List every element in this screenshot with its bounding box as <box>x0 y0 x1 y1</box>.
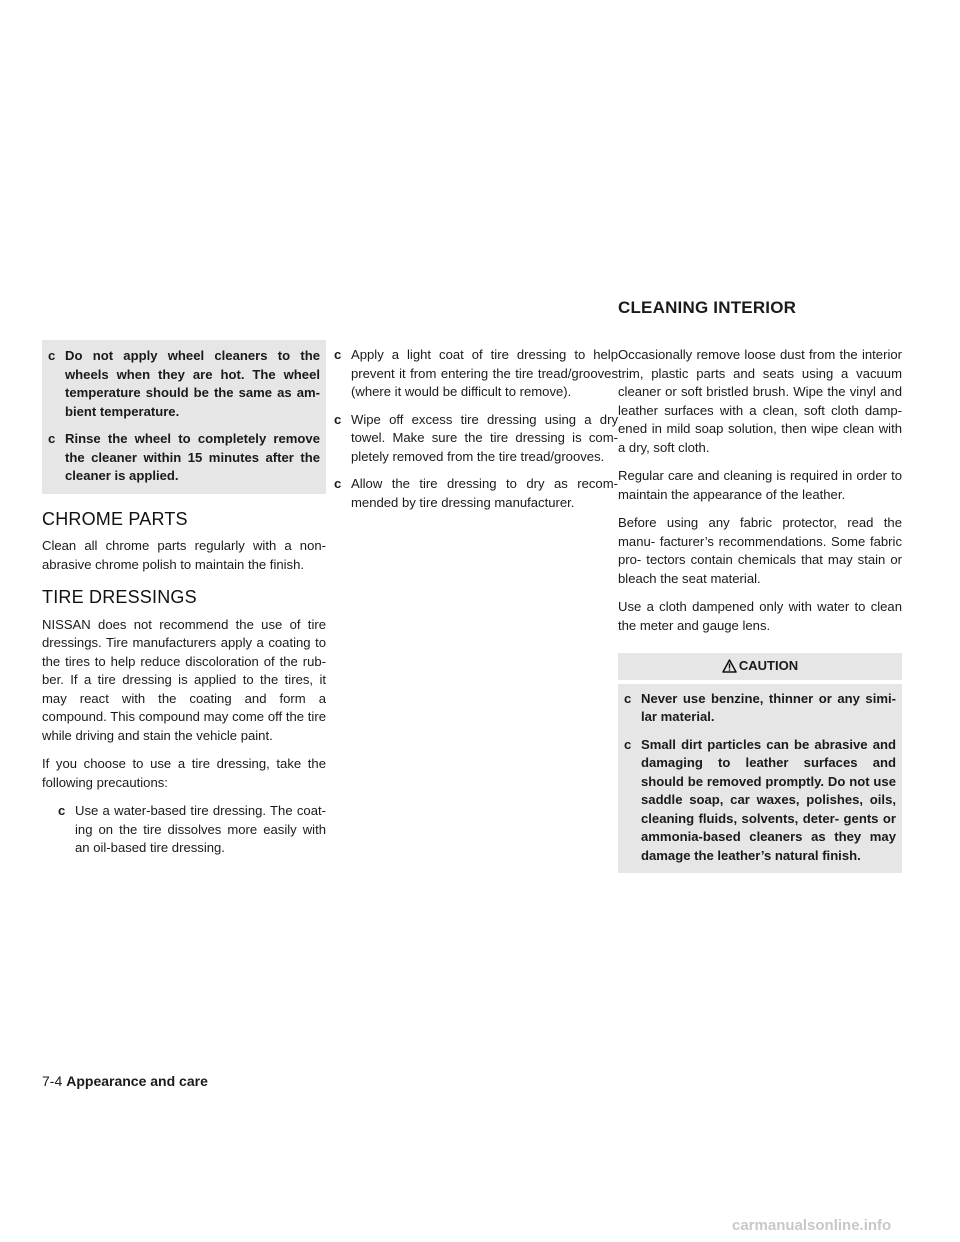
warning-item: c Rinse the wheel to completely remove the cleaner within 15 minutes after the cleaner is applied. <box>48 431 320 483</box>
warning-box <box>42 340 326 494</box>
caution-item: c Small dirt particles can be abrasive and damaging to leather surfaces and should be removed promptly. Do not use saddle soap, car waxes, polishes, oils, cleaning fluids, solvents, deter- gents or ammonia-based cleaners as they may damage the leather’s natural finish. <box>624 736 896 863</box>
chrome-parts-text: Clean all chrome parts regularly with a non- abrasive chrome polish to maintain the finish. <box>42 538 326 572</box>
bullet-icon: c <box>624 690 632 706</box>
watermark: carmanualsonline.info <box>732 1217 892 1234</box>
precaution-item: c Apply a light coat of tire dressing to help prevent it from entering the tire tread/grooves (where it would be difficult to remove). <box>334 347 618 399</box>
precaution-item: c Use a water-based tire dressing. The coat- ing on the tire dissolves more easily with an oil-based tire dressing. <box>58 803 326 855</box>
chapter-title: Appearance and care <box>66 1073 208 1089</box>
caution-label: CAUTION <box>738 658 799 673</box>
caution-box <box>618 684 902 874</box>
bullet-icon: c <box>334 411 342 427</box>
interior-paragraph: Use a cloth dampened only with water to clean the meter and gauge lens. <box>618 599 902 633</box>
column-left <box>42 340 326 858</box>
interior-paragraph: Occasionally remove loose dust from the interior trim, plastic parts and seats using a vacuum cleaner or soft bristled brush. Wipe the vinyl and leather surfaces with a clean, soft cloth damp- ened in mild soap solution, then wipe clean with a dry, soft cloth. <box>618 347 902 455</box>
bullet-icon: c <box>334 347 342 362</box>
interior-paragraph: Before using any fabric protector, read the manu- facturer’s recommendations. Some fabric pro- tectors contain chemicals that may stain or bleach the seat material. <box>618 515 902 586</box>
page-footer <box>42 1073 208 1089</box>
warning-triangle-icon <box>722 659 737 673</box>
caution-item: c Never use benzine, thinner or any simi- lar material. <box>624 690 896 724</box>
column-right <box>618 340 902 873</box>
bullet-icon: c <box>334 476 342 491</box>
tire-dressings-text: NISSAN does not recommend the use of tire dressings. Tire manufacturers apply a coating to the tires to help reduce discoloration of the rub- ber. If a tire dressing is applied to the tires, it may react with the coating and form a compound. This compound may come off the tire while driving and stain the vehicle paint. <box>42 616 326 743</box>
precaution-item: c Wipe off excess tire dressing using a dry towel. Make sure the tire dressing is com- pletely removed from the tire tread/grooves. <box>334 411 618 464</box>
section-title: CLEANING INTERIOR <box>618 298 797 317</box>
caution-header <box>618 653 902 680</box>
bullet-icon: c <box>624 736 632 752</box>
page-number: 7-4 <box>42 1073 63 1089</box>
tire-dressings-intro: If you choose to use a tire dressing, take the following precautions: <box>42 756 326 790</box>
bullet-icon: c <box>48 431 56 446</box>
column-middle <box>334 340 618 512</box>
bullet-icon: c <box>48 348 56 363</box>
tire-dressings-heading: TIRE DRESSINGS <box>42 587 197 607</box>
chrome-parts-heading: CHROME PARTS <box>42 508 188 529</box>
bullet-icon: c <box>58 803 66 818</box>
interior-paragraph: Regular care and cleaning is required in order to maintain the appearance of the leather. <box>618 468 902 502</box>
warning-item: c Do not apply wheel cleaners to the wheels when they are hot. The wheel temperature should be the same as am- bient temperature. <box>48 348 320 419</box>
precaution-item: c Allow the tire dressing to dry as recom- mended by tire dressing manufacturer. <box>334 476 618 510</box>
